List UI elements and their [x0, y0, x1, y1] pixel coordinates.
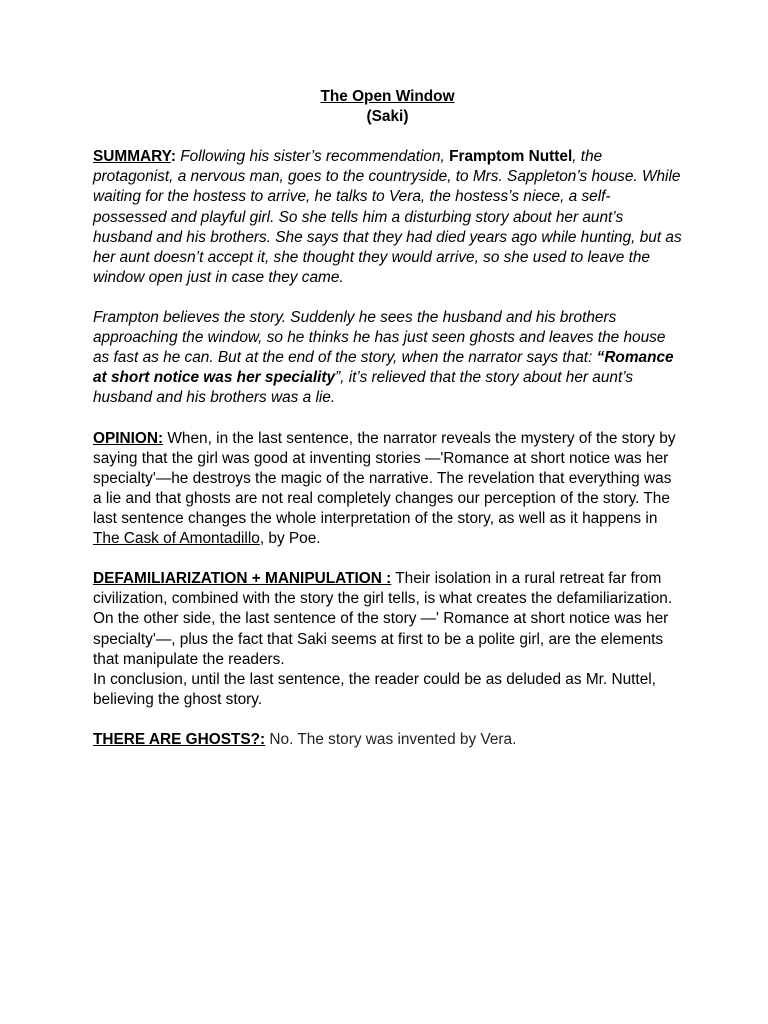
spacer — [93, 409, 683, 429]
summary-paragraph-2 — [93, 308, 683, 408]
title-block — [92, 87, 683, 127]
summary-heading — [93, 148, 176, 165]
summary-heading-label: SUMMARY — [93, 148, 171, 166]
summary-text-a: Following his sister’s recommendation, — [175, 148, 450, 166]
summary-text-c: Frampton believes the story. Suddenly he sees the husband and his brothers approaching the window, so he thinks he has just seen ghosts and leaves the house as fast as he can. But at the end of the story, when the narrator says that: — [93, 309, 666, 367]
spacer — [93, 288, 683, 308]
spacer — [93, 127, 683, 147]
summary-text-d: ”, it’s relieved that the story about her aunt’s husband and his brothers was a lie. — [93, 369, 634, 407]
summary-paragraph — [93, 147, 683, 288]
opinion-text-a: When, in the last sentence, the narrator reveals the mystery of the story by saying that the girl was good at inventing stories —'Romance at short notice was her specialty'—he destroys the magic of the narrative. The revelation that everything was a lie and that ghosts are not real completely changes our perception of the story. The last sentence changes the whole interpretation of the story, as well as it happens in — [93, 429, 676, 527]
ghosts-text: No. The story was invented by Vera. — [265, 731, 517, 748]
document-title: The Open Window — [320, 88, 455, 105]
defamiliarization-text: Their isolation in a rural retreat far from civilization, combined with the story the girl tells, is what creates the defamiliarization. On the other side, the last sentence of the story —' Romance at short notice was her specialty'—, plus the fact that Saki seems at first to be a polite girl, are the elements that manipulate the readers. — [93, 570, 673, 668]
document-body — [93, 87, 683, 750]
conclusion-paragraph: In conclusion, until the last sentence, the reader could be as deluded as Mr. Nuttel, believing the ghost story. — [93, 670, 656, 708]
cask-of-amontadillo-title: The Cask of Amontadillo — [93, 530, 260, 548]
defamiliarization-paragraph — [93, 569, 683, 669]
ghosts-heading: THERE ARE GHOSTS?: — [93, 731, 266, 748]
ghosts-paragraph — [93, 730, 683, 750]
defamiliarization-heading: DEFAMILIARIZATION + MANIPULATION : — [93, 570, 392, 588]
opinion-text-b: , by Poe. — [259, 530, 321, 548]
opinion-heading: OPINION: — [93, 429, 164, 447]
opinion-paragraph — [93, 429, 683, 550]
document-author: (Saki) — [366, 108, 409, 126]
summary-heading-colon: : — [170, 148, 176, 166]
summary-quote: “Romance at short notice was her speciality — [93, 349, 674, 387]
spacer — [93, 710, 683, 730]
summary-text-b: , the protagonist, a nervous man, goes to the countryside, to Mrs. Sappleton’s house. While waiting for the hostess to arrive, he talks to Vera, the hostess’s niece, a self-possessed and playful girl. So she tells him a disturbing story about her aunt’s husband and his brothers. She says that they had died years ago while hunting, but as her aunt doesn’t accept it, she thought they would arrive, so she used to leave the window open just in case they came. — [93, 148, 682, 286]
spacer — [93, 549, 683, 569]
protagonist-name: Framptom Nuttel — [449, 148, 573, 166]
